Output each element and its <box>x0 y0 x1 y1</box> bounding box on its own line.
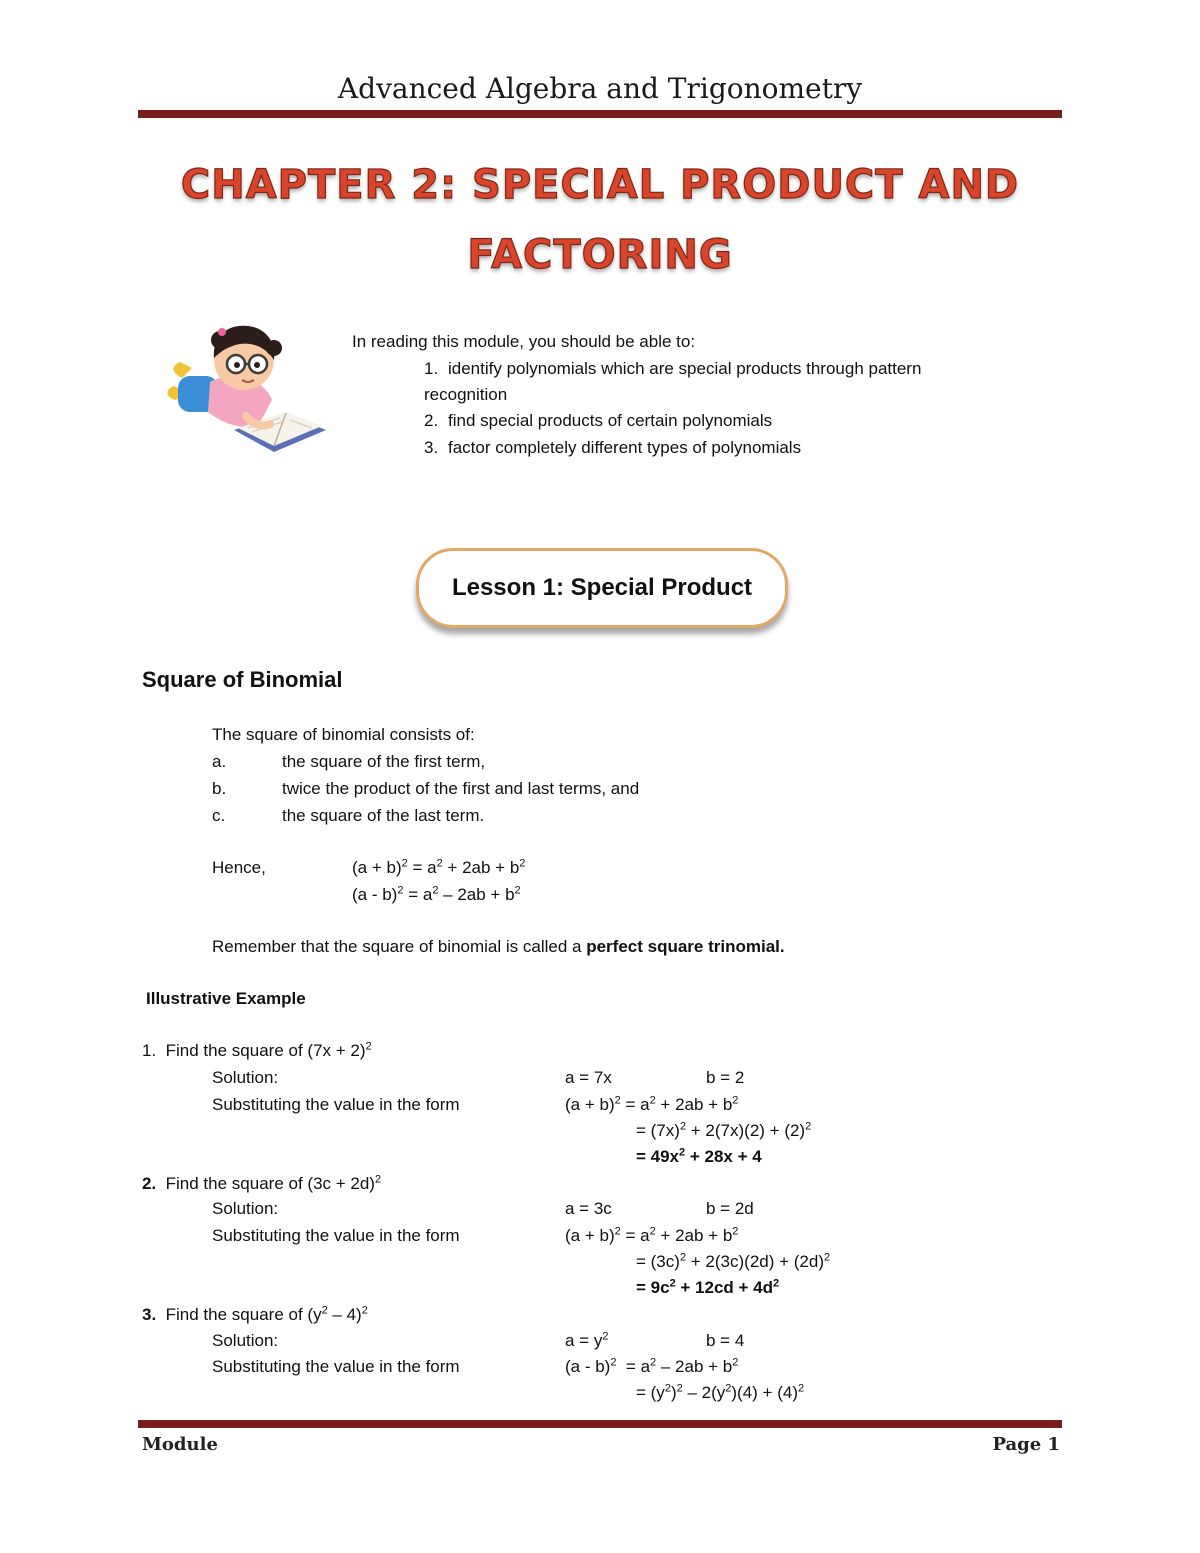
example-3-b-value: b = 4 <box>706 1331 745 1350</box>
example-2-solution-label: Solution: <box>212 1199 279 1218</box>
objective-2-number: 2. <box>424 411 439 430</box>
example-2-step: = $(3c)^2 + 2(3c)(2d) + (2d)^2$ <box>636 1251 831 1271</box>
example-3-step: = $(y^2)^2 - 2(y^2)(4) + (4)^2$ <box>636 1382 805 1402</box>
example-2-a-value: a = 3c <box>565 1199 612 1218</box>
footer-page-number: Page 1 <box>992 1434 1060 1455</box>
example-2-prompt: 2. Find the square of $(3c + 2d)^2$ <box>142 1173 382 1193</box>
lesson-title-box <box>416 548 788 628</box>
example-2-answer: = $9c^2 + 12cd + 4d^2$ <box>636 1277 780 1297</box>
remember-note: Remember that the square of binomial is called a perfect square trinomial. <box>212 937 785 956</box>
objective-2-text: find special products of certain polynomials <box>448 411 773 430</box>
example-1-solution-label: Solution: <box>212 1068 279 1087</box>
example-1-step: = $(7x)^2 + 2(7x)(2) + (2)^2$ <box>636 1120 812 1140</box>
list-letter-b: b. <box>212 779 227 798</box>
footer-module-label: Module <box>142 1434 218 1455</box>
example-3-prompt: 3. Find the square of $(y^2 - 4)^2$ <box>142 1304 368 1324</box>
objective-3-text: factor completely different types of polynomials <box>448 438 802 457</box>
list-letter-c: c. <box>212 806 226 825</box>
example-3-solution-label: Solution: <box>212 1331 279 1350</box>
list-letter-a: a. <box>212 752 227 771</box>
example-2-form: $(a + b)^2 = a^2 + 2ab + b^2$ <box>565 1225 739 1245</box>
section-intro: The square of binomial consists of: <box>212 725 475 744</box>
formula-difference-square: $(a - b)^2 = a^2 - 2ab + b^2$ <box>352 884 521 904</box>
list-item-a: the square of the first term, <box>282 752 486 771</box>
objective-1-number: 1. <box>424 359 439 378</box>
example-1-answer: = $49x^2 + 28x + 4$ <box>636 1146 762 1166</box>
header-rule <box>138 110 1062 118</box>
example-2-substituting: Substituting the value in the form <box>212 1226 460 1245</box>
chapter-title-line1: CHAPTER 2: SPECIAL PRODUCT AND <box>180 162 1020 208</box>
example-1-a-value: a = 7x <box>565 1068 612 1087</box>
example-3-a-value: $a = y^2$ <box>565 1330 609 1350</box>
objective-1-text: identify polynomials which are special products through pattern <box>448 359 922 378</box>
example-1-form: $(a + b)^2 = a^2 + 2ab + b^2$ <box>565 1094 739 1114</box>
example-1-b-value: b = 2 <box>706 1068 745 1087</box>
example-3-form: $(a - b)^2 = a^2 - 2ab + b^2$ <box>565 1356 739 1376</box>
girl-reading-illustration <box>162 318 332 468</box>
list-item-c: the square of the last term. <box>282 806 485 825</box>
example-2-b-value: b = 2d <box>706 1199 754 1218</box>
document-header-title: Advanced Algebra and Trigonometry <box>337 72 863 105</box>
lesson-title: Lesson 1: Special Product <box>451 574 753 601</box>
hence-label: Hence, <box>212 858 266 877</box>
example-1-substituting: Substituting the value in the form <box>212 1095 460 1114</box>
objectives-intro: In reading this module, you should be able to: <box>352 332 696 351</box>
list-item-b: twice the product of the first and last terms, and <box>282 779 640 798</box>
formula-sum-square: $(a + b)^2 = a^2 + 2ab + b^2$ <box>352 857 526 877</box>
section-title: Square of Binomial <box>142 667 343 692</box>
illustrative-example-heading: Illustrative Example <box>146 989 306 1008</box>
chapter-title-line2: FACTORING <box>467 232 733 278</box>
example-1-prompt: 1. Find the square of $(7x + 2)^2$ <box>142 1040 372 1060</box>
objective-1-text-cont: recognition <box>424 385 508 404</box>
example-3-substituting: Substituting the value in the form <box>212 1357 460 1376</box>
objective-3-number: 3. <box>424 438 439 457</box>
footer-rule <box>138 1420 1062 1428</box>
